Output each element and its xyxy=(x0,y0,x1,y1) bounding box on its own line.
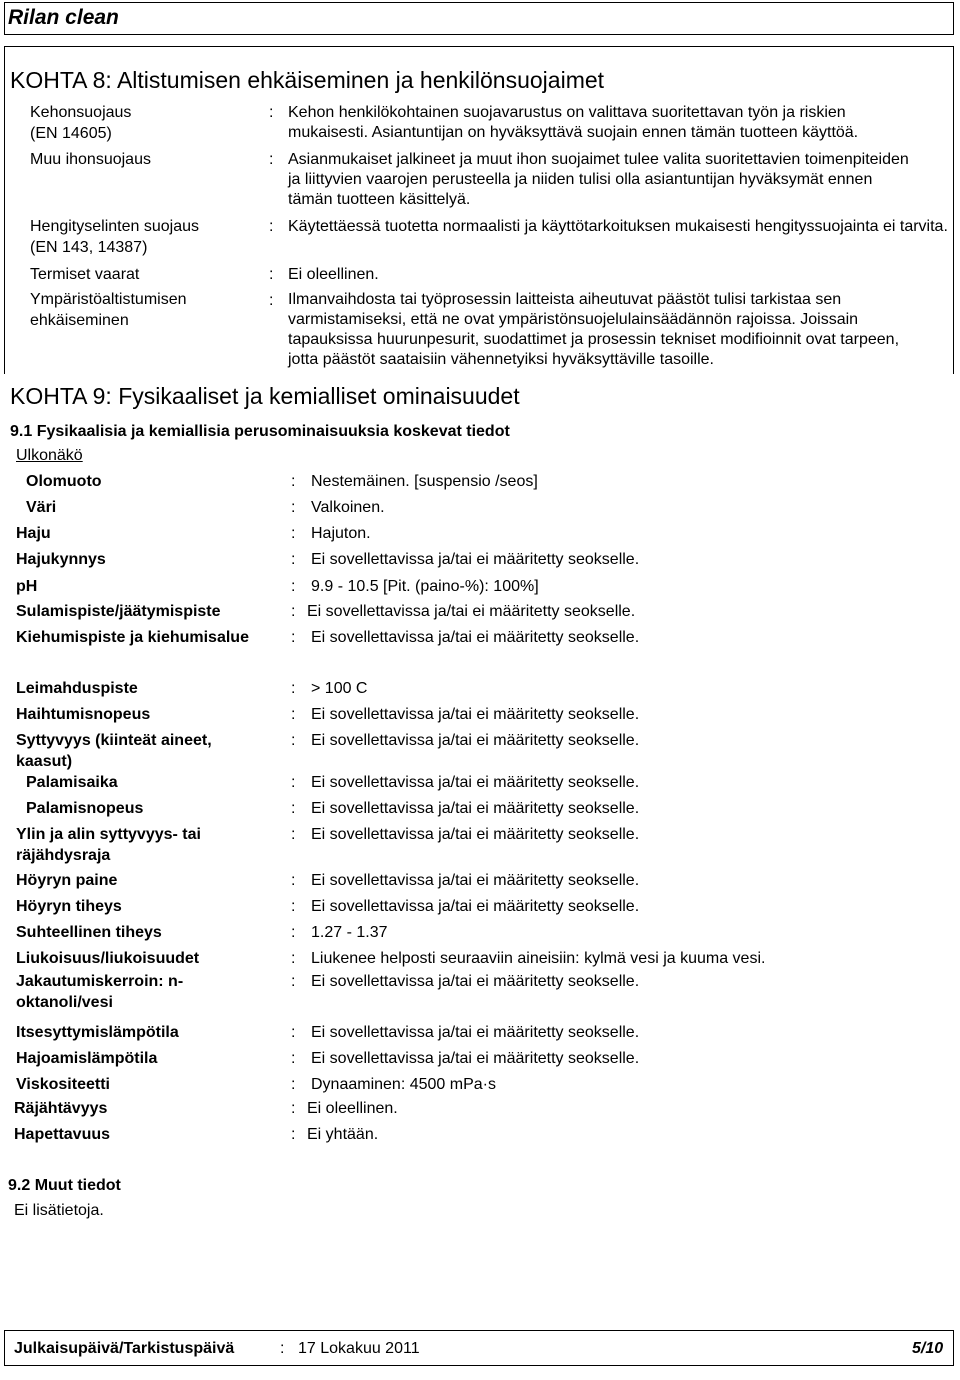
other-info-value: Ei lisätietoja. xyxy=(14,1202,104,1219)
property-value: Ei sovellettavissa ja/tai ei määritetty seokselle. xyxy=(311,800,640,817)
property-label: Haihtumisnopeus xyxy=(16,706,151,723)
document-header xyxy=(4,2,954,35)
separator-colon: : xyxy=(291,826,296,843)
separator-colon: : xyxy=(269,151,274,168)
property-value: Ei sovellettavissa ja/tai ei määritetty seokselle. xyxy=(311,706,640,723)
separator-colon: : xyxy=(269,266,274,283)
property-value: Ei sovellettavissa ja/tai ei määritetty seokselle. xyxy=(311,551,640,568)
separator-colon: : xyxy=(291,1126,296,1143)
property-value: Ei sovellettavissa ja/tai ei määritetty seokselle. xyxy=(311,826,640,843)
separator-colon: : xyxy=(291,473,296,490)
separator-colon: : xyxy=(291,499,296,516)
label-termiset-vaarat: Termiset vaarat xyxy=(30,266,140,283)
separator-colon: : xyxy=(291,800,296,817)
property-value: Valkoinen. xyxy=(311,499,385,516)
property-value: Ei yhtään. xyxy=(307,1126,379,1143)
property-value: Ei sovellettavissa ja/tai ei määritetty seokselle. xyxy=(311,872,640,889)
separator-colon: : xyxy=(291,578,296,595)
property-label: Hajukynnys xyxy=(16,551,106,568)
property-value: 9.9 - 10.5 [Pit. (paino-%): 100%] xyxy=(311,578,539,595)
separator-colon: : xyxy=(269,218,274,235)
separator-colon: : xyxy=(269,292,274,309)
property-label: Räjähtävyys xyxy=(14,1100,108,1117)
property-value: Ei sovellettavissa ja/tai ei määritetty seokselle. xyxy=(311,973,640,990)
property-label: Höyryn paine xyxy=(16,872,118,889)
property-value: Ei sovellettavissa ja/tai ei määritetty seokselle. xyxy=(311,898,640,915)
separator-colon: : xyxy=(291,950,296,967)
property-value: Nestemäinen. [suspensio /seos] xyxy=(311,473,538,490)
appearance-heading: Ulkonäkö xyxy=(16,447,83,464)
property-label: Olomuoto xyxy=(26,473,102,490)
label-ymparistoaltistuminen: Ympäristöaltistumisen ehkäiseminen xyxy=(30,291,187,329)
property-label: Palamisnopeus xyxy=(26,800,144,817)
property-value: Ei sovellettavissa ja/tai ei määritetty seokselle. xyxy=(307,603,636,620)
property-value: Ei sovellettavissa ja/tai ei määritetty seokselle. xyxy=(311,774,640,791)
separator-colon: : xyxy=(291,1076,296,1093)
separator-colon: : xyxy=(291,629,296,646)
section-9-title: KOHTA 9: Fysikaaliset ja kemialliset ominaisuudet xyxy=(10,383,520,409)
property-value: Ei sovellettavissa ja/tai ei määritetty seokselle. xyxy=(311,732,640,749)
property-label: Kiehumispiste ja kiehumisalue xyxy=(16,629,249,646)
property-label: Syttyvyys (kiinteät aineet, kaasut) xyxy=(16,732,212,770)
property-value: 1.27 - 1.37 xyxy=(311,924,388,941)
property-label: pH xyxy=(16,578,38,595)
separator-colon: : xyxy=(291,774,296,791)
property-value: > 100 C xyxy=(311,680,368,697)
property-label: Jakautumiskerroin: n- oktanoli/vesi xyxy=(16,973,184,1011)
property-label: Suhteellinen tiheys xyxy=(16,924,162,941)
property-label: Hapettavuus xyxy=(14,1126,111,1143)
separator-colon: : xyxy=(291,872,296,889)
value-muu-ihonsuojaus: Asianmukaiset jalkineet ja muut ihon suojaimet tulee valita suoritettavien toimenpiteiden ja liittyvien vaarojen perusteella ja niiden tulisi olla asiantuntijan hyväksymät ennen tämän tuotteen käsittelyä. xyxy=(288,151,909,208)
value-termiset-vaarat: Ei oleellinen. xyxy=(288,266,379,283)
separator-colon: : xyxy=(291,732,296,749)
separator-colon: : xyxy=(269,104,274,121)
value-ymparistoaltistuminen: Ilmanvaihdosta tai työprosessin laitteista aiheutuvat päästöt tulisi tarkistaa sen varmistamiseksi, että ne ovat ympäristönsuojelulainsäädännön rajoissa. Joissain tapauksissa huurunpesurit, suodattimet ja prosessin tekniset modifioinnit ovat tarpeen, jotta päästöt saataisiin vähennetyiksi hyväksyttäville tasoille. xyxy=(288,291,900,368)
separator-colon: : xyxy=(291,924,296,941)
separator-colon: : xyxy=(291,525,296,542)
property-value: Ei oleellinen. xyxy=(307,1100,398,1117)
separator-colon: : xyxy=(291,1050,296,1067)
property-label: Ylin ja alin syttyvyys- tai räjähdysraja xyxy=(16,826,201,864)
property-label: Höyryn tiheys xyxy=(16,898,122,915)
property-label: Hajoamislämpötila xyxy=(16,1050,158,1067)
property-label: Itsesyttymislämpötila xyxy=(16,1024,179,1041)
separator-colon: : xyxy=(291,898,296,915)
subsection-9-2-title: 9.2 Muut tiedot xyxy=(8,1177,121,1194)
separator-colon: : xyxy=(291,551,296,568)
property-label: Sulamispiste/jäätymispiste xyxy=(16,603,221,620)
separator-colon: : xyxy=(291,706,296,723)
separator-colon: : xyxy=(280,1340,285,1357)
label-muu-ihonsuojaus: Muu ihonsuojaus xyxy=(30,151,151,168)
value-kehonsuojaus: Kehon henkilökohtainen suojavarustus on valittava suoritettavan työn ja riskien mukaisesti. Asiantuntijan on hyväksyttävä suojain ennen tämän tuotteen käyttöä. xyxy=(288,104,859,141)
property-value: Ei sovellettavissa ja/tai ei määritetty seokselle. xyxy=(311,1024,640,1041)
separator-colon: : xyxy=(291,1024,296,1041)
footer-page-number: 5/10 xyxy=(912,1340,944,1357)
property-label: Liukoisuus/liukoisuudet xyxy=(16,950,200,967)
property-value: Liukenee helposti seuraaviin aineisiin: kylmä vesi ja kuuma vesi. xyxy=(311,950,766,967)
separator-colon: : xyxy=(291,680,296,697)
property-value: Hajuton. xyxy=(311,525,371,542)
property-label: Haju xyxy=(16,525,51,542)
label-hengityssuojaus: Hengityselinten suojaus (EN 143, 14387) xyxy=(30,218,199,256)
value-hengityssuojaus: Käytettäessä tuotetta normaalisti ja käyttötarkoituksen mukaisesti hengityssuojainta ei tarvita. xyxy=(288,218,948,235)
property-label: Väri xyxy=(26,499,57,516)
property-label: Leimahduspiste xyxy=(16,680,138,697)
separator-colon: : xyxy=(291,1100,296,1117)
label-kehonsuojaus: Kehonsuojaus (EN 14605) xyxy=(30,104,132,142)
separator-colon: : xyxy=(291,603,296,620)
footer-date-label: Julkaisupäivä/Tarkistuspäivä xyxy=(14,1340,235,1357)
property-value: Dynaaminen: 4500 mPa·s xyxy=(311,1076,496,1093)
subsection-9-1-title: 9.1 Fysikaalisia ja kemiallisia perusominaisuuksia koskevat tiedot xyxy=(10,423,510,440)
footer-date-value: 17 Lokakuu 2011 xyxy=(298,1340,420,1357)
property-label: Palamisaika xyxy=(26,774,118,791)
product-title: Rilan clean xyxy=(8,6,119,29)
section-8-title: KOHTA 8: Altistumisen ehkäiseminen ja henkilönsuojaimet xyxy=(10,67,605,93)
separator-colon: : xyxy=(291,973,296,990)
property-value: Ei sovellettavissa ja/tai ei määritetty seokselle. xyxy=(311,629,640,646)
property-value: Ei sovellettavissa ja/tai ei määritetty seokselle. xyxy=(311,1050,640,1067)
property-label: Viskositeetti xyxy=(16,1076,110,1093)
